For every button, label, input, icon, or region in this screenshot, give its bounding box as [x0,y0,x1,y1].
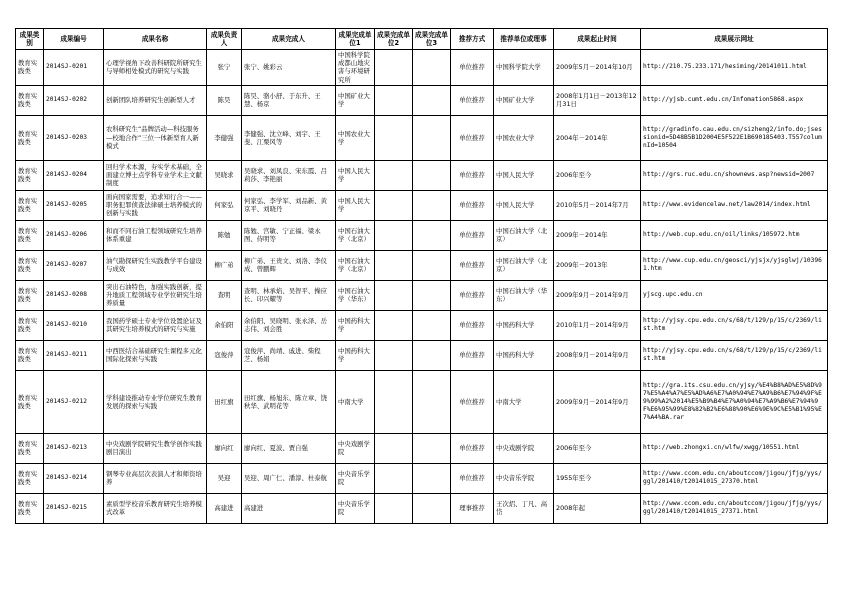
cell-members: 高建进 [242,493,336,523]
cell-unit2 [375,50,413,86]
cell-period: 2009年－2014年 [554,220,641,250]
table-row [16,433,828,463]
cell-period: 1955年至今 [554,463,641,493]
cell-title: 钢琴专业高层次表演人才和师资培养 [104,463,207,493]
cell-unit2 [375,280,413,310]
cell-method: 单位推荐 [451,310,494,340]
cell-url[interactable]: http://web.cup.edu.cn/oil/links/105972.htm [641,220,828,250]
cell-unit3 [413,190,451,220]
cell-url[interactable]: http://web.zhongxi.cn/wlfw/xwgg/10551.html [641,433,828,463]
cell-category: 教育实践类 [16,340,44,370]
cell-recommender: 中国人民大学 [494,190,554,220]
cell-period: 2004年－2014年 [554,115,641,160]
cell-method: 单位推荐 [451,50,494,86]
cell-members: 陈昊、骆小舒、于东升、王慧、杨京 [242,85,336,115]
cell-category: 教育实践类 [16,370,44,433]
cell-period: 2006年至今 [554,160,641,190]
cell-members: 陈勉、宫敏、宁正福、梁永图、侍明等 [242,220,336,250]
cell-period: 2008年1月1日－2013年12月31日 [554,85,641,115]
cell-period: 2009年9月－2014年9月 [554,280,641,310]
cell-unit2 [375,433,413,463]
cell-category: 教育实践类 [16,115,44,160]
cell-leader: 柳广弟 [207,250,242,280]
cell-title: 中央戏剧学院研究生教学创作实践剧目演出 [104,433,207,463]
header-title: 成果名称 [104,29,207,50]
header-unit1: 成果完成单位1 [336,29,375,50]
table-body [16,50,828,524]
cell-title: 回归学术本源，夯实学术基础，全面建立博士点学科专业学术主文献制度 [104,160,207,190]
cell-members: 余伯阳、吴晓明、张永泽、岳志伟、刘会胜 [242,310,336,340]
cell-members: 廖向红、夏波、贾自强 [242,433,336,463]
cell-url[interactable]: http://gra.its.csu.edu.cn/yjsy/%E4%B8%AD%E5%8D%97%E5%A4%A7%E5%AD%A6%E7%A0%94%E7%A9%B6%E7%94%9F%E9%99%A2%2014%E5%B9%B4%E7%A0%94%E7%A9%B6%E7%94%9F%E6%95%99%E8%82%B2%E6%88%90%E6%9E%9C%E5%B1%95%E7%A4%BA.rar [641,370,828,433]
cell-unit3 [413,115,451,160]
cell-leader: 张宁 [207,50,242,86]
cell-leader: 吴迎 [207,463,242,493]
header-leader: 成果负责人 [207,29,242,50]
cell-id: 2014SJ-0214 [44,463,104,493]
cell-method: 单位推荐 [451,160,494,190]
cell-title: 学科建设推动专业学位研究生教育发展的探索与实践 [104,370,207,433]
cell-unit1: 中央音乐学院 [336,493,375,523]
table-row [16,115,828,160]
cell-period: 2008年起 [554,493,641,523]
cell-unit1: 中国科学院成都山地灾害与环境研究所 [336,50,375,86]
cell-unit3 [413,433,451,463]
cell-unit2 [375,493,413,523]
cell-period: 2010年5月－2014年7月 [554,190,641,220]
cell-method: 单位推荐 [451,220,494,250]
cell-title: 我国药学硕士专业学位设置论证及其研究生培养模式的研究与实施 [104,310,207,340]
header-members: 成果完成人 [242,29,336,50]
cell-method: 单位推荐 [451,370,494,433]
cell-unit1: 中国石油大学（北京） [336,250,375,280]
cell-leader: 陈勉 [207,220,242,250]
table-row [16,220,828,250]
cell-unit1: 中国人民大学 [336,190,375,220]
cell-url[interactable]: http://gradinfo.cau.edu.cn/sizheng2/info.do;jsessionid=5D48B5B1D2004E5F522E1B690185403.T557columnId=10504 [641,115,828,160]
cell-unit1: 中央戏剧学院 [336,433,375,463]
cell-category: 教育实践类 [16,250,44,280]
cell-unit1: 中国石油大学（北京） [336,220,375,250]
cell-recommender: 中国科学院大学 [494,50,554,86]
cell-category: 教育实践类 [16,493,44,523]
cell-unit2 [375,310,413,340]
cell-unit2 [375,463,413,493]
cell-method: 单位推荐 [451,463,494,493]
cell-leader: 陈昊 [207,85,242,115]
cell-members: 寇俊萍、尚靖、戚进、柴程芝、杨娟 [242,340,336,370]
header-method: 推荐方式 [451,29,494,50]
cell-unit2 [375,220,413,250]
cell-unit2 [375,370,413,433]
cell-id: 2014SJ-0207 [44,250,104,280]
cell-title: 心理学视角下改善科研院所研究生与导师相处模式的研究与实践 [104,50,207,86]
cell-period: 2006年至今 [554,433,641,463]
cell-title: 油气勘探研究生实践教学平台建设与成效 [104,250,207,280]
cell-url[interactable]: http://www.cup.edu.cn/geosci/yjsjx/yjsglwj/103961.htm [641,250,828,280]
cell-recommender: 中央音乐学院 [494,463,554,493]
cell-id: 2014SJ-0208 [44,280,104,310]
cell-title: 素质型学校音乐教育研究生培养模式改革 [104,493,207,523]
table-row [16,85,828,115]
cell-method: 单位推荐 [451,340,494,370]
cell-unit3 [413,50,451,86]
cell-method: 理事推荐 [451,493,494,523]
header-category: 成果类别 [16,29,44,50]
cell-id: 2014SJ-0212 [44,370,104,433]
cell-id: 2014SJ-0213 [44,433,104,463]
cell-method: 单位推荐 [451,280,494,310]
cell-id: 2014SJ-0210 [44,310,104,340]
cell-id: 2014SJ-0201 [44,50,104,86]
cell-method: 单位推荐 [451,250,494,280]
cell-leader: 吴晓求 [207,160,242,190]
cell-members: 吴迎、周广仁、潘淳、杜泰航 [242,463,336,493]
cell-recommender: 中南大学 [494,370,554,433]
cell-method: 单位推荐 [451,85,494,115]
cell-unit2 [375,160,413,190]
cell-members: 田红旗、杨旭东、陈立章、饶秋华、武明花等 [242,370,336,433]
cell-unit1: 中国矿业大学 [336,85,375,115]
cell-id: 2014SJ-0215 [44,493,104,523]
cell-members: 李健强、沈立峰、刘宇、王斐、江栗风等 [242,115,336,160]
cell-leader: 查明 [207,280,242,310]
cell-id: 2014SJ-0204 [44,160,104,190]
cell-url[interactable]: http://www.ccom.edu.cn/aboutccom/jigou/jfjg/yys/ggl/201410/t20141015_27371.html [641,493,828,523]
cell-category: 教育实践类 [16,280,44,310]
cell-category: 教育实践类 [16,310,44,340]
cell-url[interactable]: http://www.evidencelaw.net/law2014/index.html [641,190,828,220]
cell-unit3 [413,310,451,340]
cell-category: 教育实践类 [16,463,44,493]
cell-title: 和而不同石油工程领域研究生培养体系重建 [104,220,207,250]
cell-members: 吴晓求、刘凤良、宋东霞、吕莉莎、李艳丽 [242,160,336,190]
header-url: 成果展示网址 [641,29,828,50]
table-row [16,493,828,523]
cell-unit1: 中国药科大学 [336,340,375,370]
cell-recommender: 中国药科大学 [494,340,554,370]
results-table [15,28,828,524]
cell-leader: 余伯阳 [207,310,242,340]
cell-category: 教育实践类 [16,190,44,220]
cell-leader: 高建进 [207,493,242,523]
table-row [16,160,828,190]
header-id: 成果编号 [44,29,104,50]
cell-unit3 [413,280,451,310]
cell-unit1: 中南大学 [336,370,375,433]
cell-url[interactable]: http://www.ccom.edu.cn/aboutccom/jigou/jfjg/yys/ggl/201410/t20141015_27370.html [641,463,828,493]
header-recommender: 推荐单位或理事 [494,29,554,50]
table-row [16,463,828,493]
cell-unit3 [413,220,451,250]
cell-title: 农科研究生“品牌活动—科技服务—校地合作”三位一体新型育人新模式 [104,115,207,160]
cell-leader: 何家弘 [207,190,242,220]
cell-leader: 李健强 [207,115,242,160]
cell-period: 2009年5月－2014年10月 [554,50,641,86]
cell-recommender: 中国石油大学（北京） [494,250,554,280]
cell-unit1: 中国农业大学 [336,115,375,160]
table-row [16,340,828,370]
cell-period: 2009年－2013年 [554,250,641,280]
cell-url[interactable]: http://yjsb.cumt.edu.cn/Infomation5868.aspx [641,85,828,115]
cell-method: 单位推荐 [451,190,494,220]
cell-title: 中西医结合基础研究生课程多元化国际化探索与实践 [104,340,207,370]
cell-period: 2009年9月－2014年9月 [554,370,641,433]
cell-recommender: 中国石油大学（华东） [494,280,554,310]
cell-method: 单位推荐 [451,115,494,160]
cell-leader: 田红旗 [207,370,242,433]
cell-unit1: 中国石油大学（华东） [336,280,375,310]
cell-members: 何家弘、李学军、刘品新、黄京平、刘晓丹 [242,190,336,220]
table-row [16,310,828,340]
cell-title: 面向国家需要，追求知行合一——职务犯罪侦查法律硕士培养模式的创新与实践 [104,190,207,220]
header-row [16,29,828,50]
cell-url[interactable]: http://210.75.233.171/hesiming/20141011.html [641,50,828,86]
cell-unit3 [413,370,451,433]
header-period: 成果起止时间 [554,29,641,50]
cell-id: 2014SJ-0211 [44,340,104,370]
cell-unit1: 中国人民大学 [336,160,375,190]
cell-recommender: 王次炤、丁凡、高岱 [494,493,554,523]
cell-id: 2014SJ-0205 [44,190,104,220]
cell-unit3 [413,250,451,280]
cell-recommender: 中国矿业大学 [494,85,554,115]
cell-unit3 [413,85,451,115]
cell-category: 教育实践类 [16,85,44,115]
cell-members: 张宁、姚彩云 [242,50,336,86]
cell-id: 2014SJ-0202 [44,85,104,115]
table-row [16,370,828,433]
cell-unit2 [375,190,413,220]
cell-unit3 [413,340,451,370]
cell-recommender: 中国人民大学 [494,160,554,190]
cell-category: 教育实践类 [16,160,44,190]
cell-category: 教育实践类 [16,220,44,250]
header-unit2: 成果完成单位2 [375,29,413,50]
cell-category: 教育实践类 [16,433,44,463]
cell-members: 柳广弟、王贵文、刘洛、李仪成、曾鹏辉 [242,250,336,280]
cell-category: 教育实践类 [16,50,44,86]
cell-title: 突出石油特色，加强实践创新，提升地质工程领域专业学位研究生培养质量 [104,280,207,310]
cell-unit3 [413,493,451,523]
table-row [16,50,828,86]
cell-recommender: 中央戏剧学院 [494,433,554,463]
cell-method: 单位推荐 [451,433,494,463]
cell-title: 创新团队培养研究生创新型人才 [104,85,207,115]
table-row [16,190,828,220]
results-sheet [15,28,827,524]
cell-id: 2014SJ-0203 [44,115,104,160]
cell-unit3 [413,463,451,493]
cell-members: 查明、林承焰、吴智平、操应长、印兴耀等 [242,280,336,310]
header-unit3: 成果完成单位3 [413,29,451,50]
cell-leader: 廖向红 [207,433,242,463]
table-row [16,280,828,310]
cell-unit2 [375,85,413,115]
cell-unit2 [375,115,413,160]
cell-unit2 [375,340,413,370]
cell-unit1: 中央音乐学院 [336,463,375,493]
cell-id: 2014SJ-0206 [44,220,104,250]
cell-period: 2008年9月－2014年9月 [554,340,641,370]
cell-recommender: 中国农业大学 [494,115,554,160]
cell-unit2 [375,250,413,280]
table-row [16,250,828,280]
cell-recommender: 中国石油大学（北京） [494,220,554,250]
cell-unit3 [413,160,451,190]
cell-url[interactable]: http://grs.ruc.edu.cn/shownews.asp?newsid=2007 [641,160,828,190]
cell-recommender: 中国药科大学 [494,310,554,340]
cell-period: 2010年1月－2014年9月 [554,310,641,340]
cell-url[interactable]: yjscg.upc.edu.cn [641,280,828,310]
cell-unit1: 中国药科大学 [336,310,375,340]
cell-leader: 寇俊萍 [207,340,242,370]
cell-url[interactable]: http://yjsy.cpu.edu.cn/s/68/t/129/p/15/c/2369/list.htm [641,340,828,370]
cell-url[interactable]: http://yjsy.cpu.edu.cn/s/68/t/129/p/15/c/2369/list.htm [641,310,828,340]
